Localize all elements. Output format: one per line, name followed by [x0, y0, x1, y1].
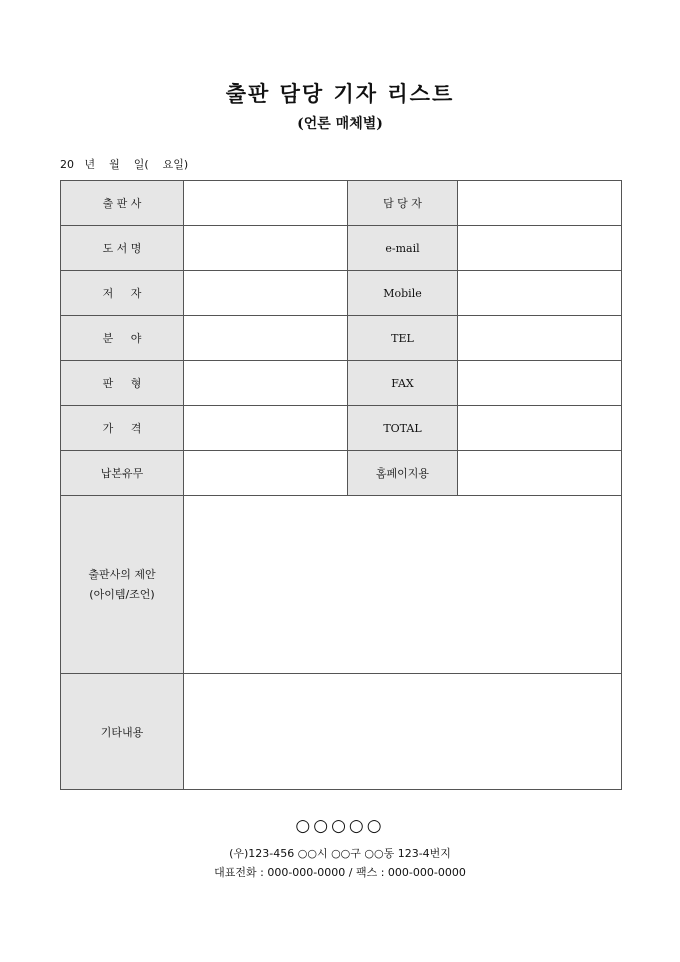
document-title: 출판 담당 기자 리스트	[225, 81, 455, 106]
organization-contact: 대표전화 : 000-000-0000 / 팩스 : 000-000-0000	[214, 866, 466, 879]
form-row	[61, 316, 622, 361]
label-author: 저 자	[61, 271, 184, 316]
form-row	[61, 271, 622, 316]
form-row	[61, 181, 622, 226]
label-category: 분 야	[61, 316, 184, 361]
document-subtitle: (언론 매체별)	[297, 116, 383, 132]
field-deposit-status[interactable]	[184, 451, 348, 496]
label-other-notes: 기타내용	[61, 674, 184, 790]
field-mobile[interactable]	[458, 271, 622, 316]
field-category[interactable]	[184, 316, 348, 361]
field-price[interactable]	[184, 406, 348, 451]
field-publisher[interactable]	[184, 181, 348, 226]
form-row-proposal	[61, 496, 622, 674]
label-book-title: 도 서 명	[61, 226, 184, 271]
label-email: e-mail	[348, 226, 458, 271]
field-email[interactable]	[458, 226, 622, 271]
form-row	[61, 406, 622, 451]
label-fax: FAX	[348, 361, 458, 406]
form-row-etc	[61, 674, 622, 790]
label-total: TOTAL	[348, 406, 458, 451]
field-contact-person[interactable]	[458, 181, 622, 226]
field-other-notes[interactable]	[184, 674, 622, 790]
label-tel: TEL	[348, 316, 458, 361]
field-author[interactable]	[184, 271, 348, 316]
date-line: 20 년 월 일( 요일)	[60, 158, 189, 171]
organization-address: (우)123-456 ○○시 ○○구 ○○동 123-4번지	[229, 847, 451, 860]
form-row	[61, 226, 622, 271]
form-row	[61, 361, 622, 406]
form-row	[61, 451, 622, 496]
label-format: 판 형	[61, 361, 184, 406]
field-book-title[interactable]	[184, 226, 348, 271]
field-publisher-proposal[interactable]	[184, 496, 622, 674]
reporter-form-table	[60, 180, 622, 790]
label-homepage: 홈페이지용	[348, 451, 458, 496]
field-tel[interactable]	[458, 316, 622, 361]
label-publisher-proposal	[61, 496, 184, 674]
field-total[interactable]	[458, 406, 622, 451]
field-homepage[interactable]	[458, 451, 622, 496]
label-deposit-status: 납본유무	[61, 451, 184, 496]
label-price: 가 격	[61, 406, 184, 451]
proposal-label-line1: 출판사의 제안	[88, 567, 156, 581]
field-format[interactable]	[184, 361, 348, 406]
proposal-label-line2: (아이템/조언)	[89, 587, 155, 601]
label-publisher: 출 판 사	[61, 181, 184, 226]
field-fax[interactable]	[458, 361, 622, 406]
label-mobile: Mobile	[348, 271, 458, 316]
label-contact-person: 담 당 자	[348, 181, 458, 226]
organization-name: ○○○○○	[295, 816, 385, 836]
